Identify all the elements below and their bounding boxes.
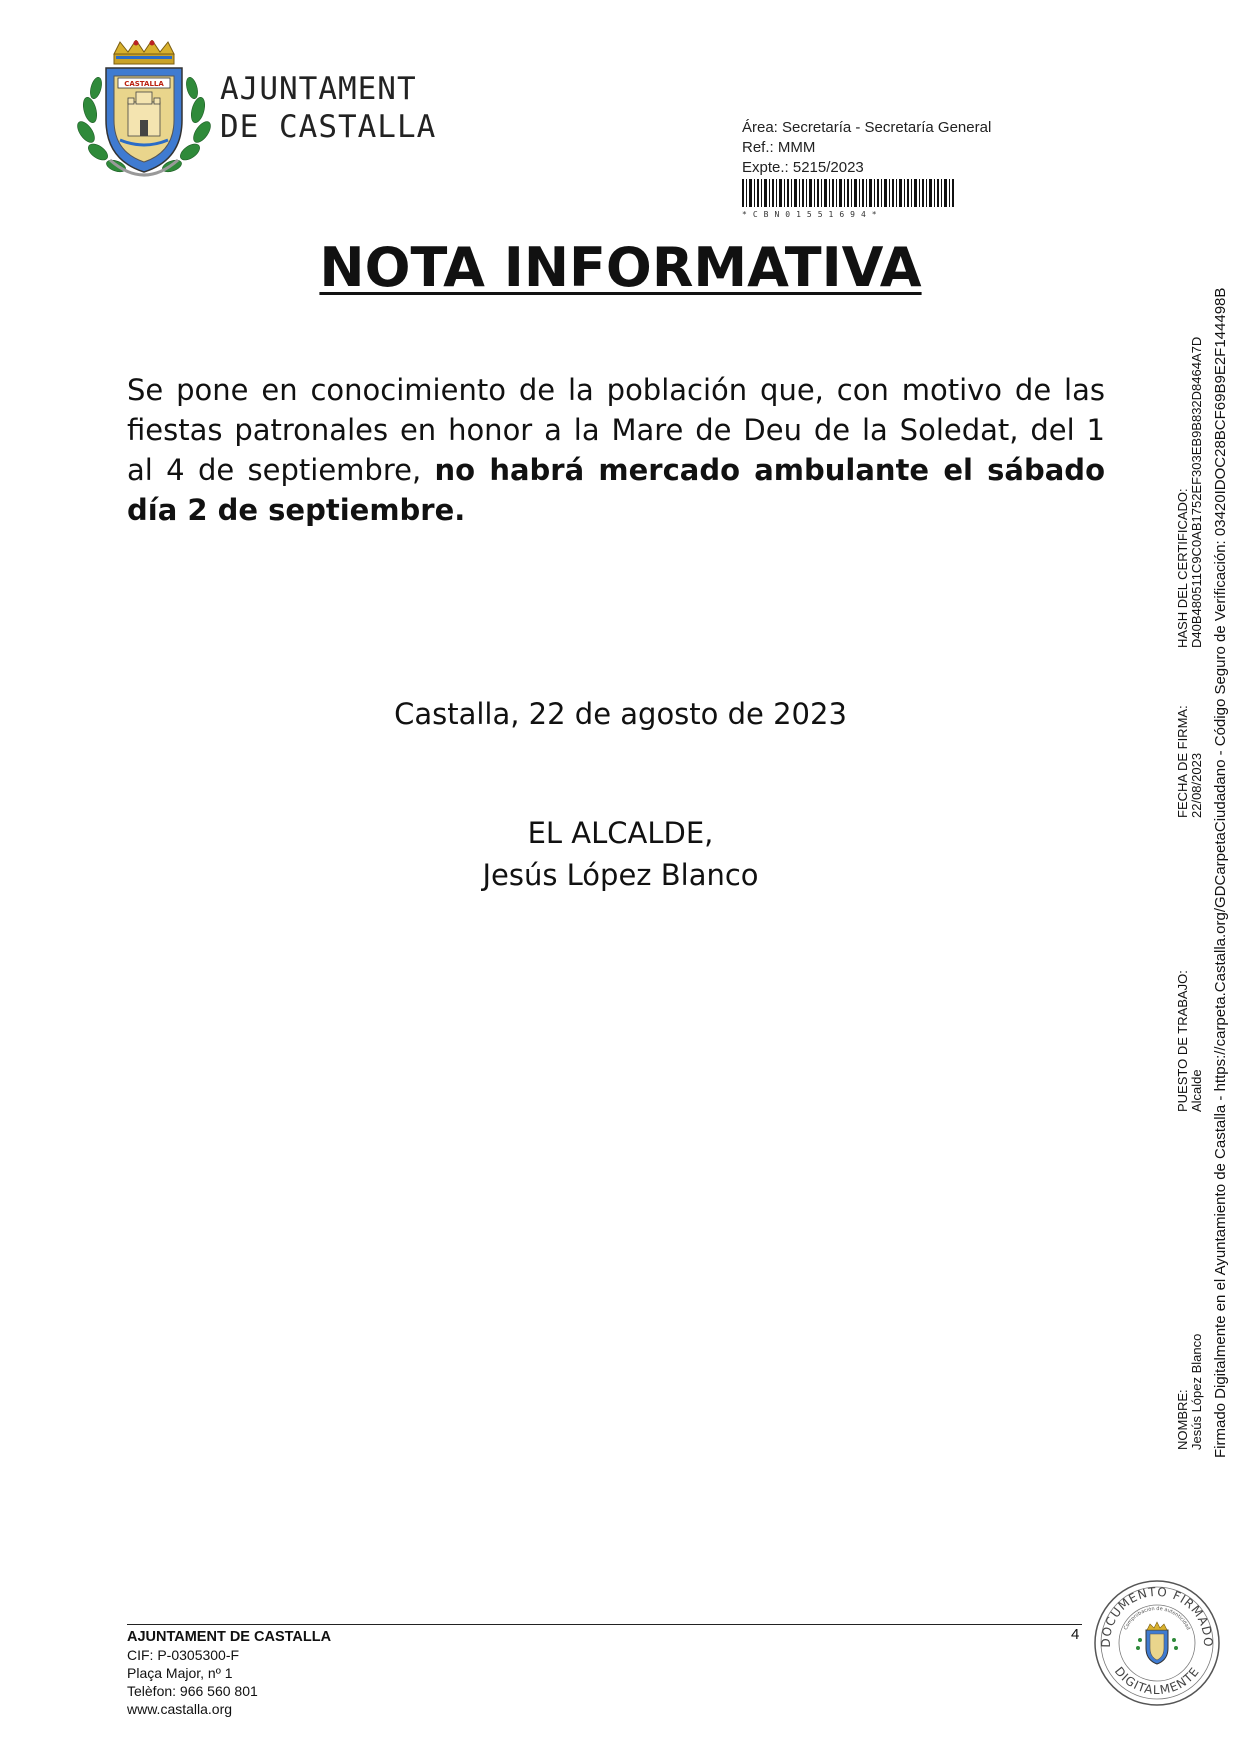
document-title (0, 236, 1241, 300)
brand-line-1: AJUNTAMENT (220, 71, 417, 107)
side-hash-value: D40B480511C9C0AB1752EF303EB9B832D8464A7D (1189, 336, 1204, 648)
side-hash-label: HASH DEL CERTIFICADO: (1175, 488, 1190, 648)
signer-role: EL ALCALDE, (527, 816, 714, 850)
stamp-inner-text: Comprobación de autenticidad (1122, 1605, 1192, 1632)
side-fecha-value: 22/08/2023 (1189, 752, 1204, 818)
signer-name: Jesús López Blanco (482, 858, 759, 892)
page-number: 4 (1071, 1626, 1080, 1643)
footer (127, 1628, 331, 1718)
body-text-bold: no habrá mercado ambulante el sábado día 2 de septiembre. (127, 453, 1105, 527)
footer-cif: CIF: P-0305300-F (127, 1647, 240, 1663)
barcode-text: *CBN01551694* (742, 210, 883, 219)
brand-line-2: DE CASTALLA (220, 109, 437, 145)
date-line: Castalla, 22 de agosto de 2023 (394, 697, 847, 731)
brand-name (220, 70, 436, 146)
body-paragraph (127, 370, 1105, 530)
coat-of-arms-logo (76, 40, 212, 184)
reference-ref: Ref.: MMM (742, 139, 816, 156)
signature-block (0, 812, 1241, 896)
logo-label: CASTALLA (124, 80, 164, 88)
footer-org-name: AJUNTAMENT DE CASTALLA (127, 1629, 332, 1645)
side-puesto-label: PUESTO DE TRABAJO: (1175, 970, 1190, 1112)
side-nombre-value: Jesús López Blanco (1189, 1333, 1204, 1450)
reference-block (742, 118, 991, 178)
side-fecha-label: FECHA DE FIRMA: (1175, 705, 1190, 818)
body-text-normal: Se pone en conocimiento de la población que, con motivo de las fiestas patronales en honor a la Mare de Deu de la Soledat, del 1 al 4 de septiembre, (127, 373, 1105, 487)
reference-expte: Expte.: 5215/2023 (742, 159, 864, 176)
side-puesto-value: Alcalde (1189, 1069, 1204, 1112)
footer-divider (127, 1624, 1082, 1625)
side-verification-text: Firmado Digitalmente en el Ayuntamiento de Castalla - https://carpeta.Castalla.org/GDCarpetaCiudadano - Código Seguro de Verificación: 03420IDOC28BCF69B9E2F144498B (1212, 287, 1229, 1458)
footer-phone: Telèfon: 966 560 801 (127, 1683, 258, 1699)
digital-signature-stamp (1092, 1578, 1222, 1708)
footer-web: www.castalla.org (127, 1701, 233, 1717)
document-title-text: NOTA INFORMATIVA (319, 236, 922, 299)
footer-address: Plaça Major, nº 1 (127, 1665, 233, 1681)
stamp-bottom-text: DIGITALMENTE (1111, 1664, 1203, 1698)
stamp-top-text: DOCUMENTO FIRMADO (1098, 1584, 1216, 1648)
reference-area: Área: Secretaría - Secretaría General (742, 119, 992, 136)
side-nombre-label: NOMBRE: (1175, 1389, 1190, 1450)
